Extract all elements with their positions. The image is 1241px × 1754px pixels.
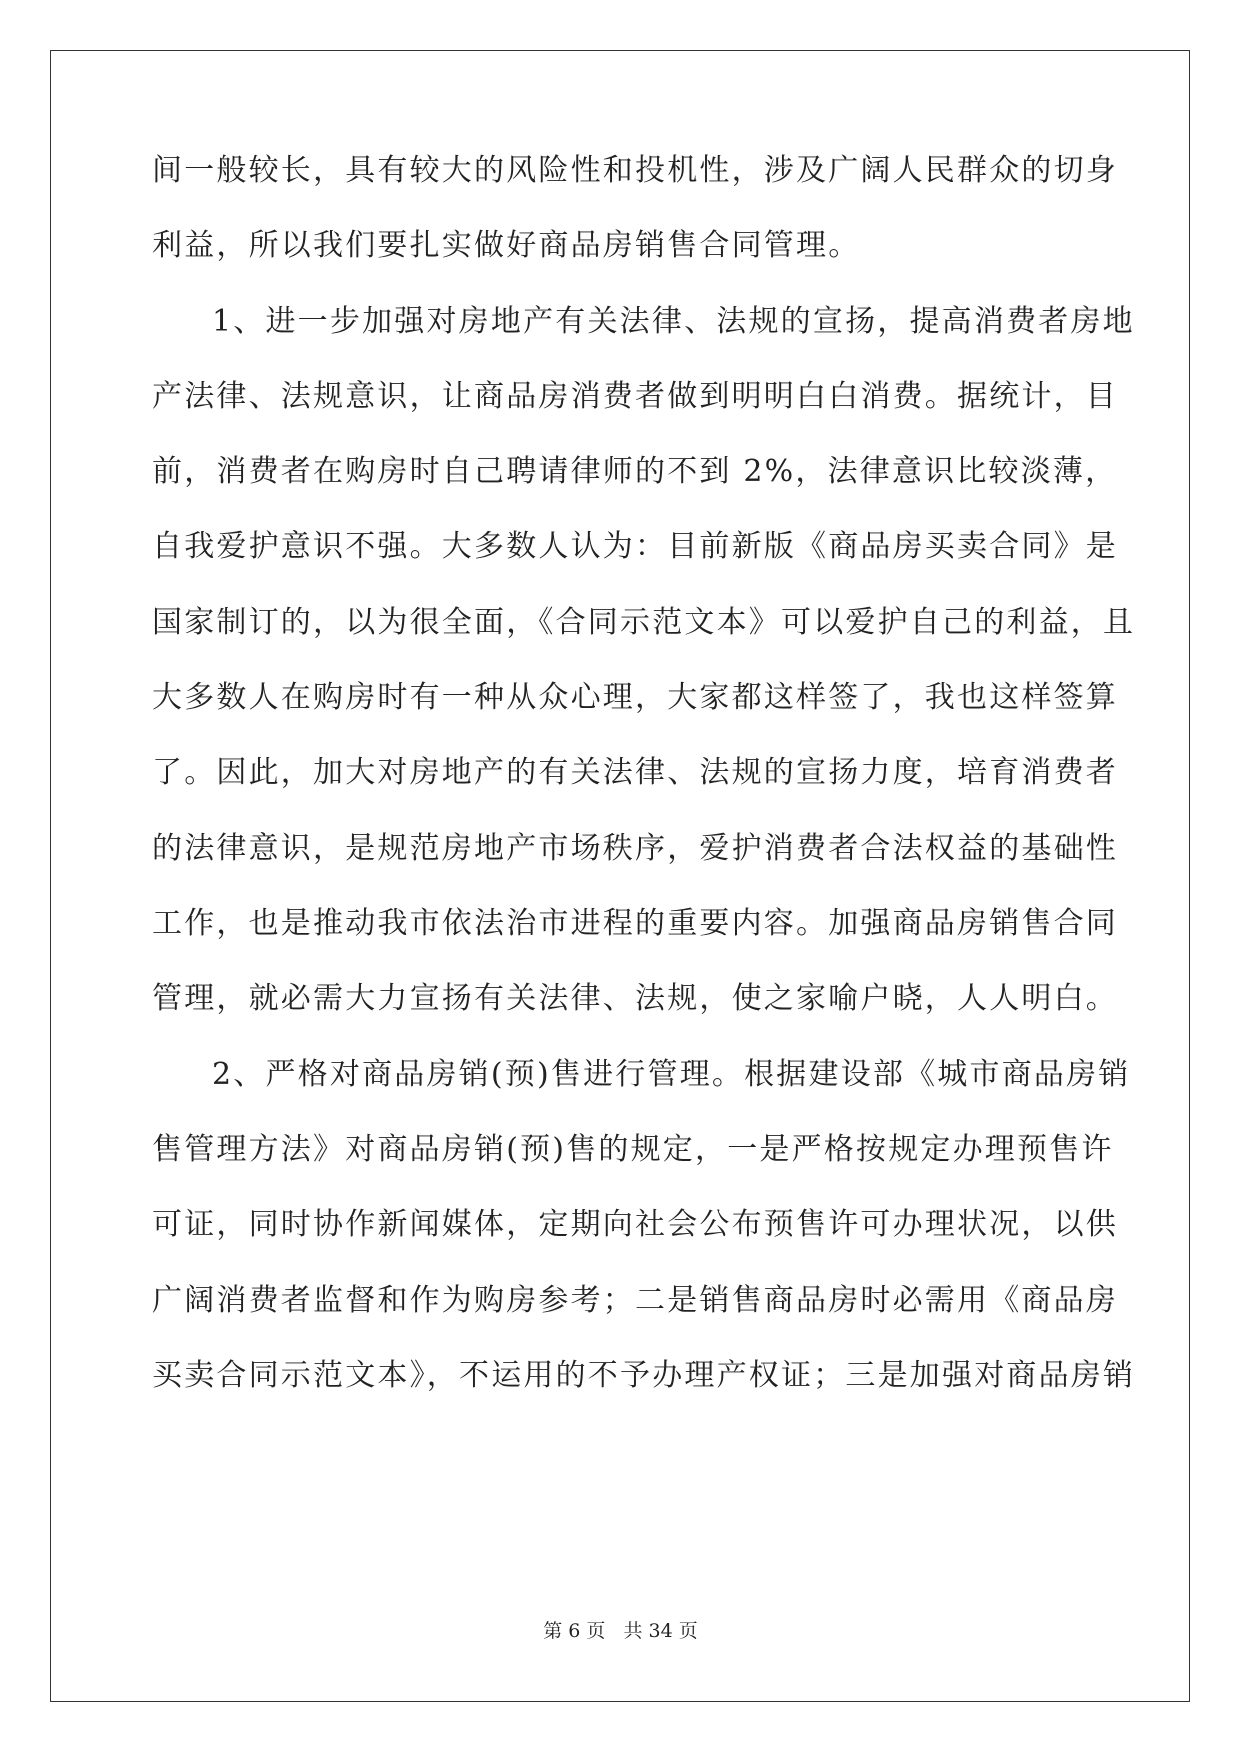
paragraph-start-line: 2、严格对商品房销(预)售进行管理。根据建设部《城市商品房销 (212, 1057, 1131, 1092)
body-text-line: 了。因此，加大对房地产的有关法律、法规的宣扬力度，培育消费者 (152, 755, 1118, 790)
body-text-line: 买卖合同示范文本》，不运用的不予办理产权证；三是加强对商品房销 (152, 1358, 1136, 1393)
body-text-line: 售管理方法》对商品房销(预)售的规定，一是严格按规定办理预售许 (152, 1132, 1114, 1167)
page-frame (50, 50, 1190, 1702)
body-text-line: 工作，也是推动我市依法治市进程的重要内容。加强商品房销售合同 (152, 906, 1118, 941)
body-text-line: 利益，所以我们要扎实做好商品房销售合同管理。 (152, 228, 861, 263)
paragraph-start-line: 1、进一步加强对房地产有关法律、法规的宣扬，提高消费者房地 (212, 304, 1135, 339)
body-text-line: 间一般较长，具有较大的风险性和投机性，涉及广阔人民群众的切身 (152, 153, 1118, 188)
body-text-line: 可证，同时协作新闻媒体，定期向社会公布预售许可办理状况，以供 (152, 1207, 1118, 1242)
body-text-line: 管理，就必需大力宣扬有关法律、法规，使之家喻户晓，人人明白。 (152, 981, 1118, 1016)
body-text-line: 的法律意识，是规范房地产市场秩序，爱护消费者合法权益的基础性 (152, 831, 1118, 866)
body-text-line: 广阔消费者监督和作为购房参考；二是销售商品房时必需用《商品房 (152, 1283, 1118, 1318)
body-text-line: 前，消费者在购房时自己聘请律师的不到 2%，法律意识比较淡薄， (152, 454, 1118, 489)
page-footer (0, 1619, 1241, 1643)
body-text-line: 大多数人在购房时有一种从众心理，大家都这样签了，我也这样签算 (152, 680, 1118, 715)
body-text-line: 自我爱护意识不强。大多数人认为：目前新版《商品房买卖合同》是 (152, 529, 1118, 564)
body-text-line: 产法律、法规意识，让商品房消费者做到明明白白消费。据统计，目 (152, 379, 1118, 414)
page-number: 第 6 页 (543, 1620, 606, 1642)
body-text-line: 国家制订的，以为很全面，《合同示范文本》可以爱护自己的利益，且 (152, 605, 1136, 640)
page-total: 共 34 页 (623, 1620, 698, 1642)
